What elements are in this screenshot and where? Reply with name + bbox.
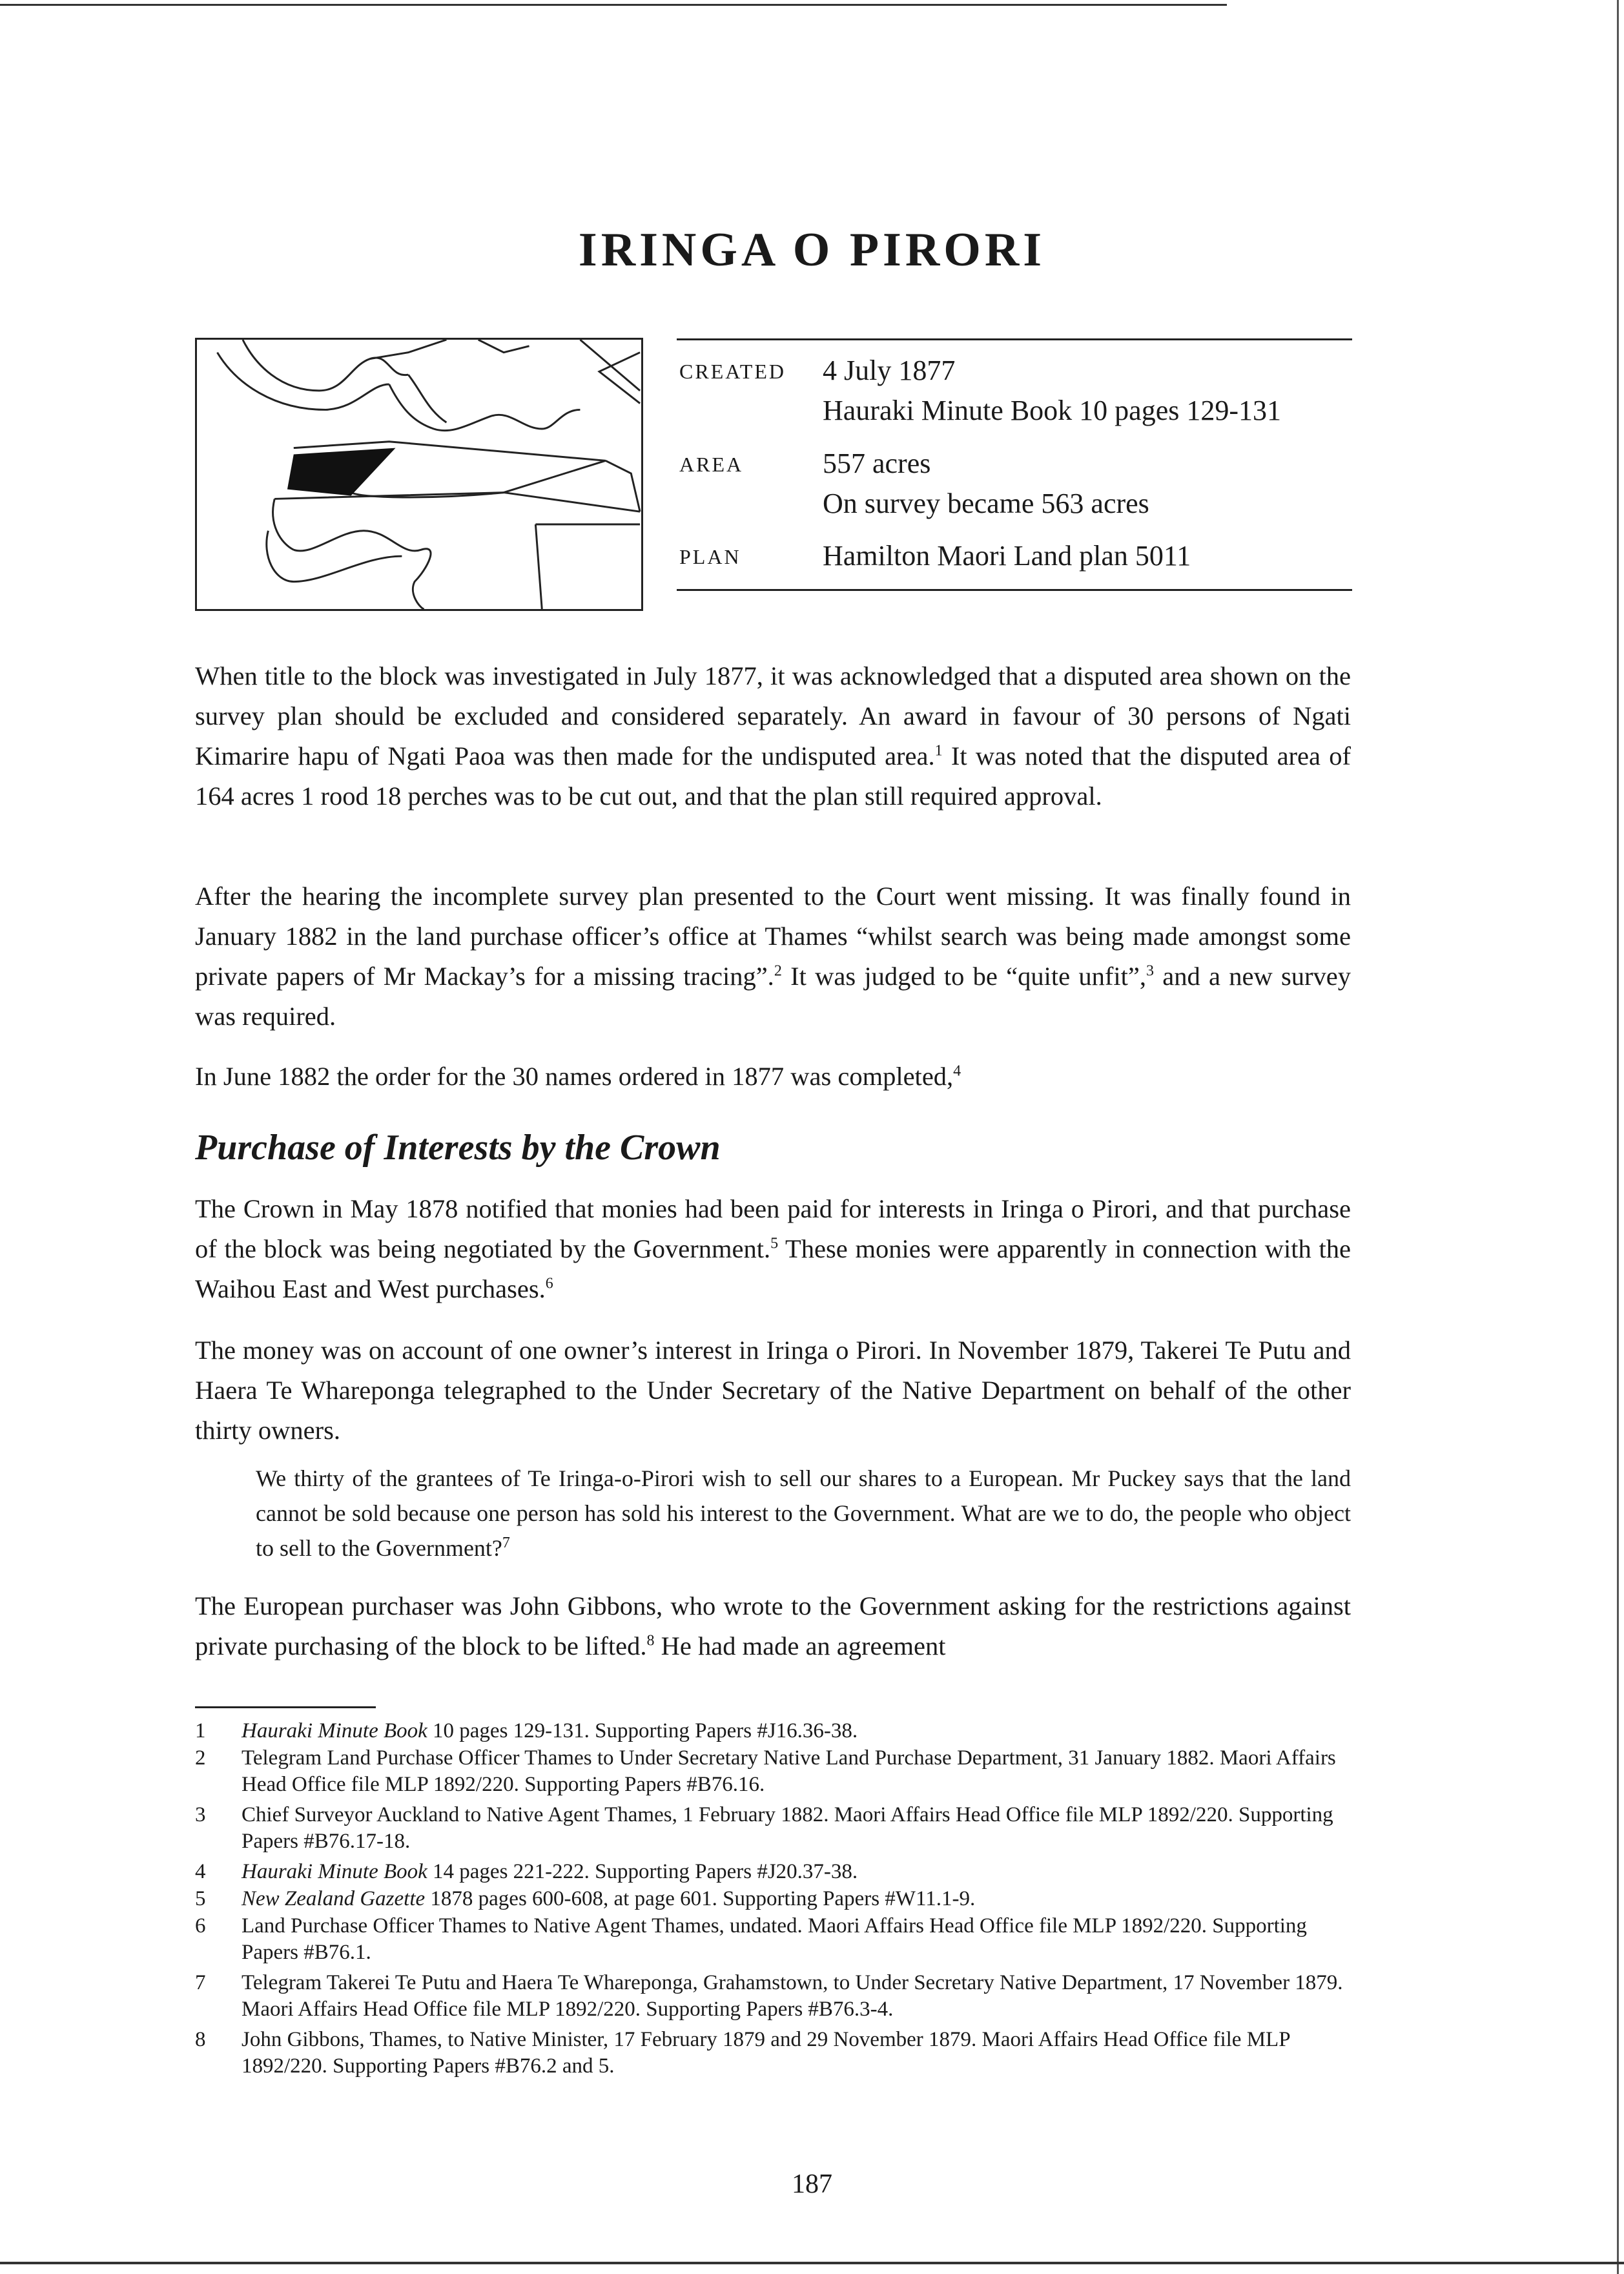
created-value <box>823 351 1281 431</box>
footnote-ref-4: 4 <box>953 1062 961 1080</box>
footnote-number: 5 <box>195 1887 206 1910</box>
page-frame-top <box>0 4 1227 6</box>
footnote-text: 10 pages 129-131. Supporting Papers #J16.36-38. <box>427 1719 858 1742</box>
footnote-number: 6 <box>195 1914 206 1938</box>
footnote-number: 1 <box>195 1719 206 1742</box>
footnote-text: Chief Surveyor Auckland to Native Agent Thames, 1 February 1882. Maori Affairs Head Office file MLP 1892/220. Supporting Papers #B76.17-18. <box>242 1803 1333 1853</box>
paragraph-6-text-b: He had made an agreement <box>654 1631 946 1660</box>
paragraph-3-text: In June 1882 the order for the 30 names ordered in 1877 was completed, <box>195 1062 954 1091</box>
page-number: 187 <box>792 2169 832 2199</box>
paragraph-1-text-b: It was noted that the disputed area of 164 acres 1 rood 18 perches was to be cut out, and that the plan still required approval. <box>195 741 1351 811</box>
area-survey: On survey became 563 acres <box>823 488 1149 519</box>
footnote-ref-1: 1 <box>934 742 943 760</box>
footnote-text: Telegram Takerei Te Putu and Haera Te Whareponga, Grahamstown, to Under Secretary Native Department, 17 November 1879. Maori Affairs Head Office file MLP 1892/220. Supporting Papers #B76.3-4. <box>242 1971 1343 2021</box>
paragraph-1 <box>195 656 1351 816</box>
block-location-map <box>195 338 643 611</box>
paragraph-6-text-a: The European purchaser was John Gibbons, who wrote to the Government asking for the restrictions against private purchasing of the block to be lifted. <box>195 1591 1351 1660</box>
created-date: 4 July 1877 <box>823 355 956 386</box>
page-frame-right <box>1617 0 1619 2274</box>
footnote-ref-8: 8 <box>646 1632 655 1649</box>
page-frame-bottom <box>0 2262 1624 2264</box>
paragraph-5 <box>195 1330 1351 1451</box>
paragraph-1-text-a: When title to the block was investigated in July 1877, it was acknowledged that a disputed area shown on the survey plan should be excluded and considered separately. An award in favour of 30 persons of Ngati Kimarire hapu of Ngati Paoa was then made for the undisputed area. <box>195 661 1351 770</box>
area-acres: 557 acres <box>823 448 931 479</box>
footnote-ref-5: 5 <box>770 1235 779 1252</box>
paragraph-4-text-b: These monies were apparently in connection with the Waihou East and West purchases. <box>195 1234 1351 1303</box>
footnote-number: 3 <box>195 1803 206 1826</box>
footnote-text: 1878 pages 600-608, at page 601. Supporting Papers #W11.1-9. <box>425 1887 976 1910</box>
area-label: AREA <box>679 453 744 476</box>
footnote-rule <box>195 1706 376 1708</box>
map-icon <box>197 340 641 609</box>
footnote-text: 14 pages 221-222. Supporting Papers #J20.37-38. <box>427 1860 858 1883</box>
footnote-ref-6: 6 <box>545 1275 553 1292</box>
section-heading: Purchase of Interests by the Crown <box>195 1128 721 1168</box>
footnote-text: John Gibbons, Thames, to Native Minister, 17 February 1879 and 29 November 1879. Maori Affairs Head Office file MLP 1892/220. Supporting Papers #B76.2 and 5. <box>242 2028 1290 2078</box>
footnote-ref-3: 3 <box>1146 962 1154 980</box>
footnote-italic: Hauraki Minute Book <box>242 1719 427 1742</box>
paragraph-6 <box>195 1586 1351 1666</box>
paragraph-2 <box>195 876 1351 1037</box>
block-info-table <box>677 338 1352 591</box>
paragraph-4-text-a: The Crown in May 1878 notified that monies had been paid for interests in Iringa o Pirori, and that purchase of the block was being negotiated by the Government. <box>195 1194 1351 1263</box>
paragraph-2-text-a: After the hearing the incomplete survey plan presented to the Court went missing. It was finally found in January 1882 in the land purchase officer’s office at Thames “whilst search was being made amongst some private papers of Mr Mackay’s for a missing tracing”. <box>195 882 1351 991</box>
paragraph-5-text: The money was on account of one owner’s interest in Iringa o Pirori. In November 1879, Takerei Te Putu and Haera Te Whareponga telegraphed to the Under Secretary of the Native Department on behalf of the other thirty owners. <box>195 1336 1351 1445</box>
paragraph-3 <box>195 1057 1351 1097</box>
paragraph-2-text-b: It was judged to be “quite unfit”, <box>781 962 1146 991</box>
footnote-text: Telegram Land Purchase Officer Thames to Under Secretary Native Land Purchase Department, 31 January 1882. Maori Affairs Head Office file MLP 1892/220. Supporting Papers #B76.16. <box>242 1746 1336 1796</box>
footnote-ref-2: 2 <box>774 962 782 980</box>
paragraph-2-text-c: and a new survey was required. <box>195 962 1351 1031</box>
footnote-text: Land Purchase Officer Thames to Native Agent Thames, undated. Maori Affairs Head Office file MLP 1892/220. Supporting Papers #B76.1. <box>242 1914 1307 1964</box>
footnote-number: 4 <box>195 1860 206 1883</box>
footnote-ref-7: 7 <box>502 1535 510 1551</box>
footnote-number: 8 <box>195 2028 206 2051</box>
footnote-italic: New Zealand Gazette <box>242 1887 426 1910</box>
footnote-number: 2 <box>195 1746 206 1770</box>
created-label: CREATED <box>679 360 786 383</box>
page-title: IRINGA O PIRORI <box>578 223 1046 276</box>
paragraph-4 <box>195 1189 1351 1309</box>
plan-value: Hamilton Maori Land plan 5011 <box>823 540 1191 572</box>
footnote-number: 7 <box>195 1971 206 1994</box>
created-minute-book: Hauraki Minute Book 10 pages 129-131 <box>823 395 1281 426</box>
footnote-italic: Hauraki Minute Book <box>242 1860 427 1883</box>
block-quote-text: We thirty of the grantees of Te Iringa-o-Pirori wish to sell our shares to a European. Mr Puckey says that the land cannot be sold because one person has sold his interest to the Government. What are we to do, the people who object to sell to the Government? <box>256 1465 1351 1561</box>
plan-label: PLAN <box>679 545 741 568</box>
block-quote <box>256 1461 1351 1566</box>
area-value <box>823 444 1149 524</box>
